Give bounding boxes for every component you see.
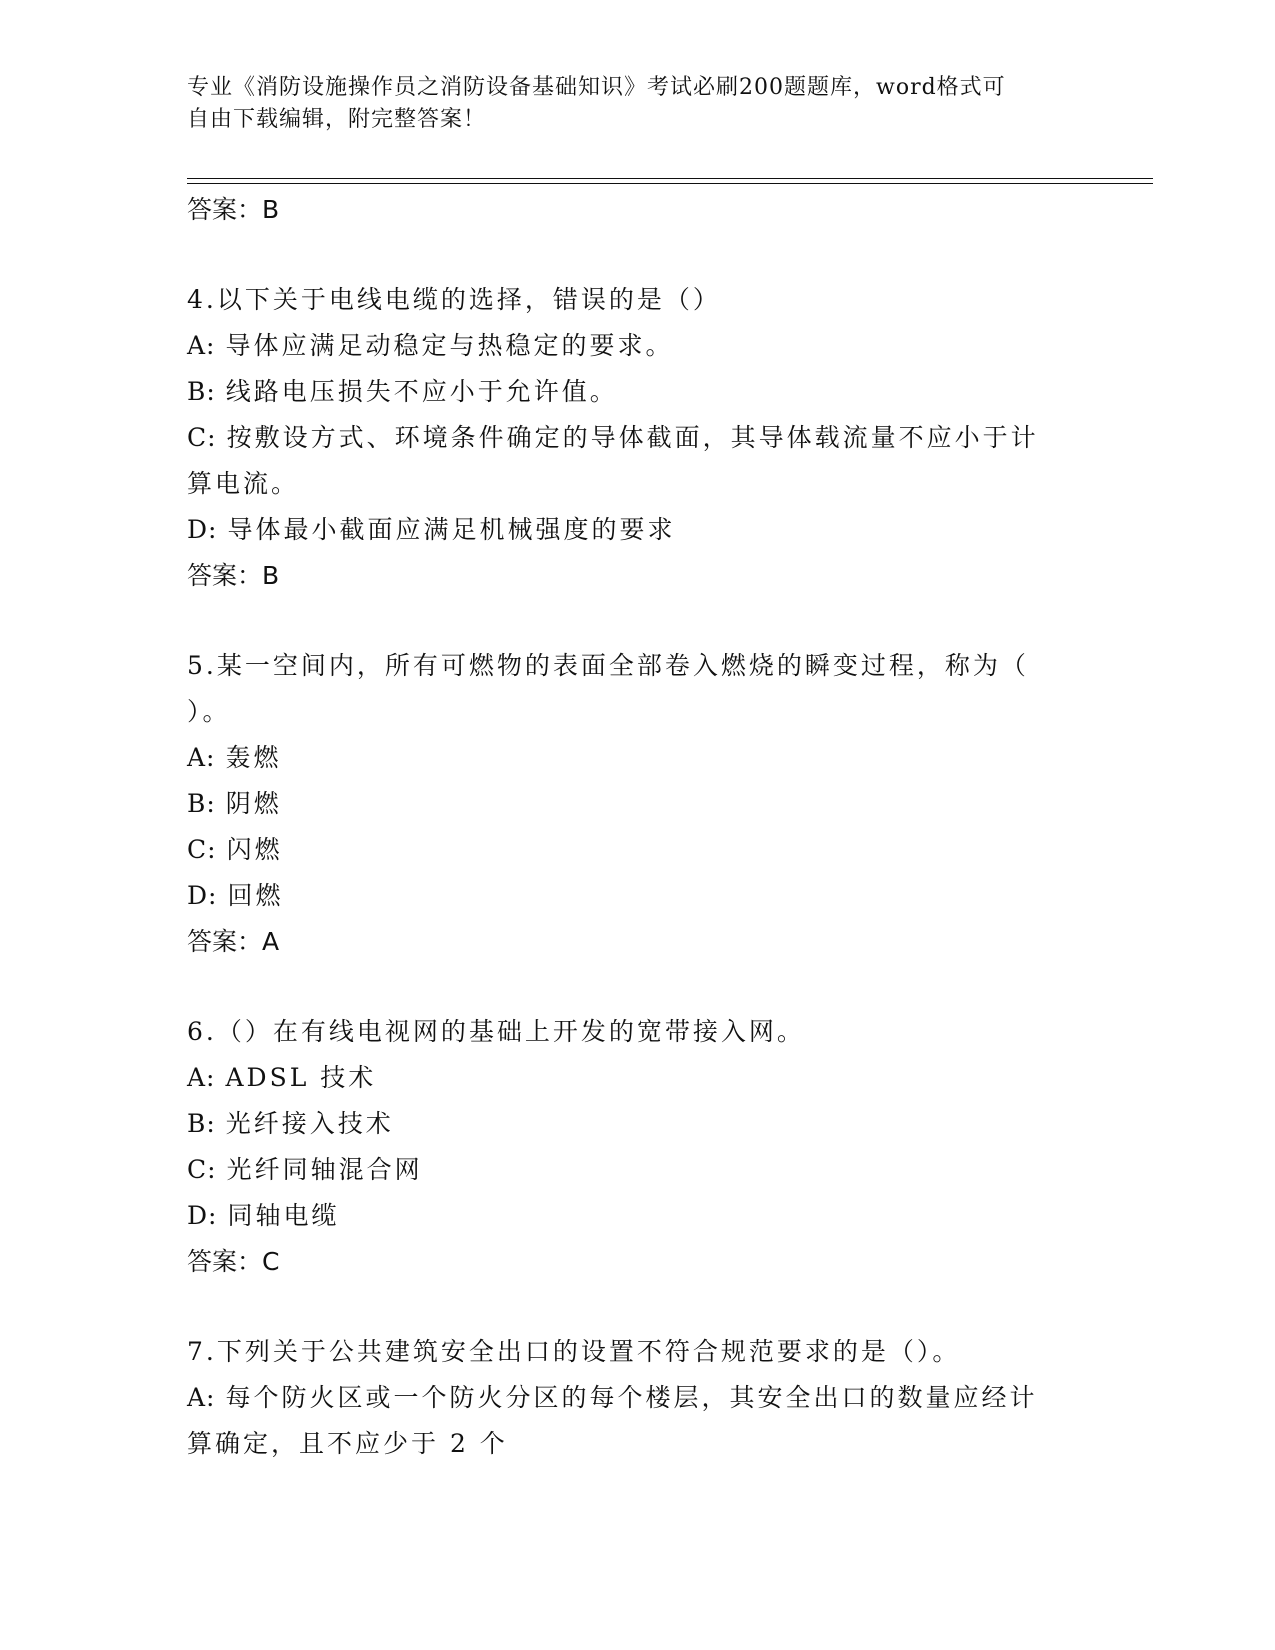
option-label: C: — [187, 1155, 217, 1184]
header-line-1: 专业《消防设施操作员之消防设备基础知识》考试必刷200题题库，word格式可 — [187, 75, 1006, 100]
option-text: 导体应满足动稳定与热稳定的要求。 — [225, 331, 674, 360]
header-divider-bottom — [187, 183, 1153, 184]
option-c: 算电流。 — [187, 469, 300, 498]
answer-line: 答案：B — [187, 561, 280, 590]
question-spacer — [187, 965, 1087, 1009]
question-stem: 4.以下关于电线电缆的选择，错误的是（） — [187, 285, 721, 314]
option-label: A: — [187, 1383, 216, 1412]
option-c — [187, 827, 1087, 873]
document-body — [187, 187, 1087, 1467]
question-spacer — [187, 599, 1087, 643]
option-text: 导体最小截面应满足机械强度的要求 — [227, 515, 676, 544]
question-block — [187, 643, 1087, 965]
option-text: ADSL 技术 — [225, 1063, 377, 1092]
question-spacer — [187, 1285, 1087, 1329]
option-label: B: — [187, 377, 216, 406]
question-block — [187, 277, 1087, 599]
option-a — [187, 323, 1087, 369]
option-c — [187, 1147, 1087, 1193]
answer-line: 答案：C — [187, 1247, 280, 1276]
option-c — [187, 415, 1087, 461]
option-label: D: — [187, 1201, 218, 1230]
option-d — [187, 507, 1087, 553]
option-a — [187, 735, 1087, 781]
option-label: D: — [187, 515, 218, 544]
option-label: A: — [187, 743, 216, 772]
option-label: C: — [187, 423, 217, 452]
option-d — [187, 873, 1087, 919]
option-text: 闪燃 — [226, 835, 283, 864]
option-label: A: — [187, 1063, 216, 1092]
option-text: 同轴电缆 — [227, 1201, 340, 1230]
header-line-2: 自由下载编辑，附完整答案！ — [187, 107, 487, 132]
option-b — [187, 1101, 1087, 1147]
option-text: 每个防火区或一个防火分区的每个楼层，其安全出口的数量应经计 — [225, 1383, 1038, 1412]
option-a — [187, 1375, 1087, 1421]
answer-line: 答案：B — [187, 195, 280, 224]
document-header — [187, 72, 1087, 136]
option-text: 光纤同轴混合网 — [226, 1155, 423, 1184]
header-divider-top — [187, 178, 1153, 179]
question-spacer — [187, 233, 1087, 277]
option-d — [187, 1193, 1087, 1239]
option-label: A: — [187, 331, 216, 360]
question-stem: ）。 — [187, 697, 231, 726]
option-text: 阴燃 — [225, 789, 282, 818]
question-stem: 6.（）在有线电视网的基础上开发的宽带接入网。 — [187, 1017, 805, 1046]
option-label: B: — [187, 789, 216, 818]
answer-line: 答案：A — [187, 927, 280, 956]
option-text: 线路电压损失不应小于允许值。 — [225, 377, 618, 406]
option-label: D: — [187, 881, 218, 910]
option-b — [187, 369, 1087, 415]
option-a: 算确定，且不应少于 2 个 — [187, 1429, 508, 1458]
question-block — [187, 1009, 1087, 1285]
question-block — [187, 1329, 1087, 1467]
option-label: B: — [187, 1109, 216, 1138]
option-text: 按敷设方式、环境条件确定的导体截面，其导体载流量不应小于计 — [226, 423, 1039, 452]
option-text: 光纤接入技术 — [225, 1109, 394, 1138]
option-text: 回燃 — [227, 881, 284, 910]
question-stem: 7.下列关于公共建筑安全出口的设置不符合规范要求的是（）。 — [187, 1337, 961, 1366]
option-a — [187, 1055, 1087, 1101]
question-stem: 5.某一空间内，所有可燃物的表面全部卷入燃烧的瞬变过程，称为（ — [187, 651, 1029, 680]
option-label: C: — [187, 835, 217, 864]
option-b — [187, 781, 1087, 827]
option-text: 轰燃 — [225, 743, 282, 772]
